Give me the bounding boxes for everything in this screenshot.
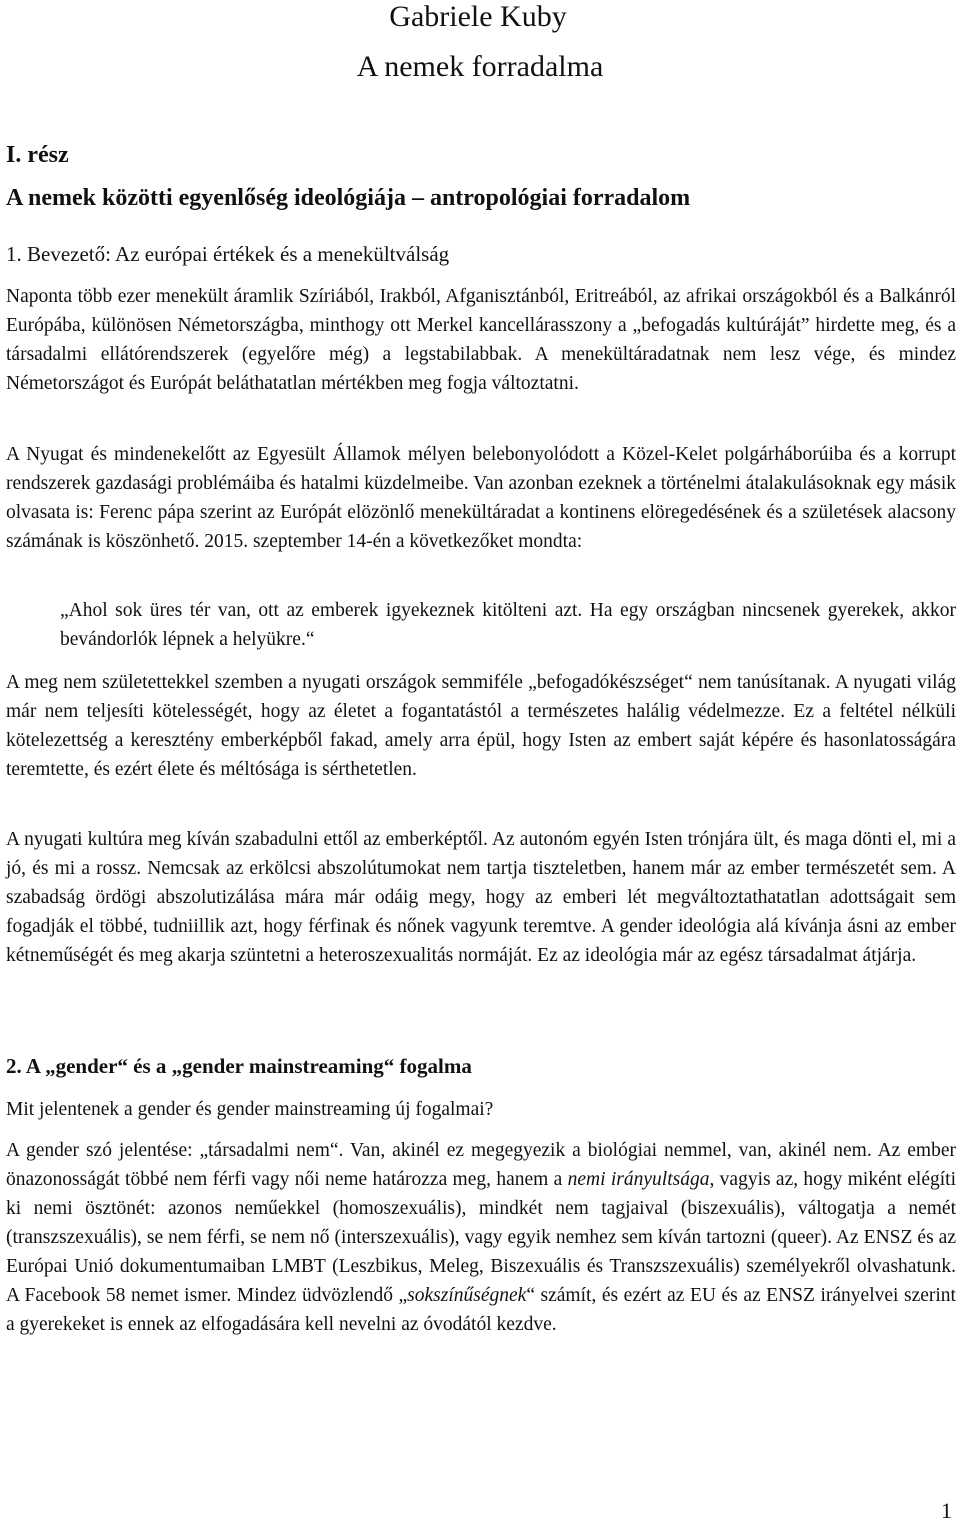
paragraph-3: A meg nem születettekkel szemben a nyugati országok semmiféle „befogadókészséget“ nem tanúsítanak. A nyugati világ már nem teljesíti kötelességét, hogy az életet a fogantatástól a természetes halálig védelmezze. Ez a feltétel nélküli kötelezettség a keresztény emberképből fakad, amely arra épül, hogy Isten az embert saját képére és hasonlatosságára teremtette, és ezért élete és méltósága is sérthetetlen. [6,672,956,780]
book-title: A nemek forradalma [356,50,604,83]
paragraph-5-part-a: A gender szó jelentése: „társadalmi nem“. Van, akinél ez megegyezik a biológiai nemmel, van, akinél nem. Az ember önazonosságát többé nem férfi vagy női neme határozza meg, hanem a [6,1140,956,1190]
paragraph-5-emphasis-1: nemi irányultsága [567,1169,710,1190]
paragraph-1: Naponta több ezer menekült áramlik Szíriából, Irakból, Afganisztánból, Eritreából, az afrikai országokból és a Balkánról Európába, különösen Németországba, minthogy ott Merkel kancellárasszony a „befogadás kultúráját” hirdette meg, és a társadalmi ellátórendszerek (egyelőre még) a legstabilabbak. A menekültáradatnak nem lesz vége, és mindez Németországot és Európát beláthatatlan mértékben meg fogja változtatni. [6,286,956,394]
part-label: I. rész [6,142,69,168]
section-2-heading: 2. A „gender“ és a „gender mainstreaming“ fogalma [6,1054,472,1078]
paragraph-2: A Nyugat és mindenekelőtt az Egyesült Államok mélyen belebonyolódott a Közel-Kelet polgárháborúiba és a korrupt rendszerek gazdasági problémáiba és hatalmi küzdelmeibe. Van azonban ezeknek a történelmi átalakulásoknak egy másik olvasata is: Ferenc pápa szerint az Európát elözönlő menekültáradat a kontinens elöregedésének és a születések alacsony számának is köszönhető. 2015. szeptember 14-én a következőket mondta: [6,444,956,552]
paragraph-4: A nyugati kultúra meg kíván szabadulni ettől az emberképtől. Az autonóm egyén Isten trónjára ült, és maga dönti el, mi a jó, és mi a rossz. Nemcsak az erkölcsi abszolútumokat nem tartja tiszteletben, hanem már az ember természetét sem. A szabadság ördögi abszolutizálása mára már odáig megy, hogy az emberi lét megváltoztathatatlan adottságait sem fogadják el többé, tudniillik azt, hogy férfinak és nőnek vagyunk teremtve. A gender ideológia alá kívánja ásni az ember kétneműségét és meg akarja szüntetni a heteroszexualitás normáját. Ez az ideológia már az egész társadalmat átjárja. [6,829,956,966]
paragraph-5-part-b: , vagyis az, hogy miként elégíti ki nemi ösztönét: azonos neműekkel (homoszexuális), mindkét nem tagjaival (biszexuális), váltogatja a nemét (transzszexuális), se nem férfi, se nem nő (interszexuális), vagy egyik nemhez sem kíván tartozni (queer). Az ENSZ és az Európai Unió dokumentumaiban LMBT (Leszbikus, Meleg, Biszexuális és Transzszexuális) személyekről olvashatunk. A Facebook 58 nemet ismer. Mindez üdvözlendő „ [6,1169,956,1306]
part-title: A nemek közötti egyenlőség ideológiája – antropológiai forradalom [6,185,691,211]
section-1-heading: 1. Bevezető: Az európai értékek és a menekültválság [6,242,450,266]
pope-quote: „Ahol sok üres tér van, ott az emberek igyekeznek kitölteni azt. Ha egy országban nincsenek gyerekek, akkor bevándorlók lépnek a helyükre.“ [60,600,956,650]
paragraph-5 [6,1136,956,1339]
author-name: Gabriele Kuby [389,0,567,33]
section-2-question: Mit jelentenek a gender és gender mainstreaming új fogalmai? [6,1099,494,1120]
paragraph-5-part-c: “ számít, és ezért az EU és az ENSZ irányelvei szerint a gyerekeket is ennek az elfogadására kell nevelni az óvodától kezdve. [6,1285,956,1335]
paragraph-5-emphasis-2: sokszínűségnek [407,1285,527,1306]
page-number: 1 [941,1498,952,1523]
